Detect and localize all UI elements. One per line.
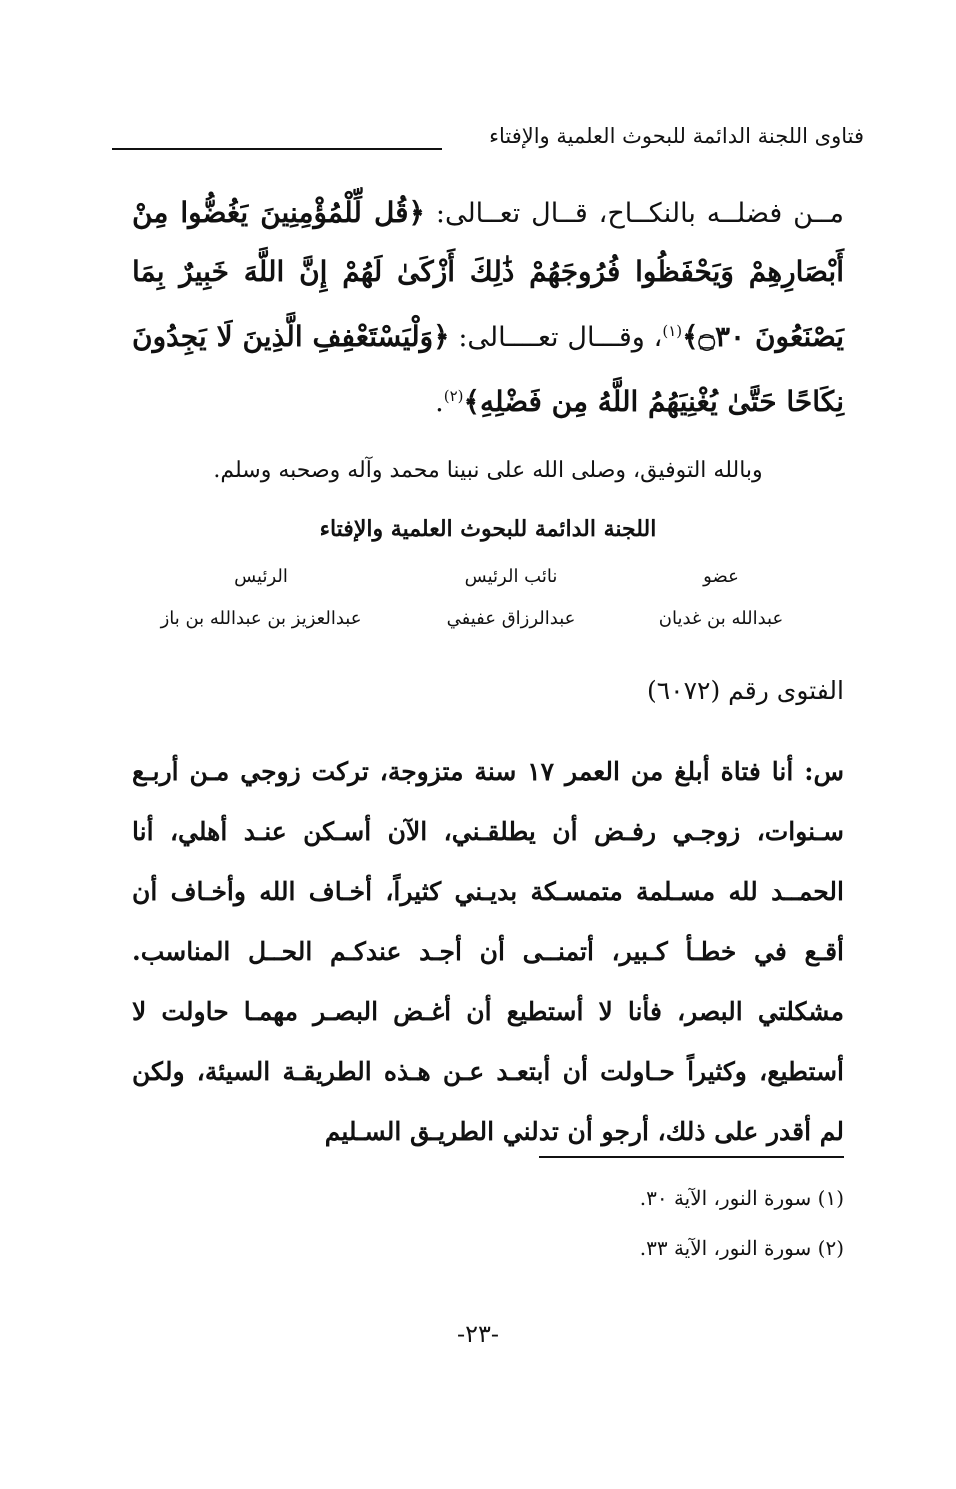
footnote-ref-2: (٢) <box>443 387 464 405</box>
footnote-1: (١) سورة النور، الآية ٣٠. <box>639 1186 844 1210</box>
ayah-1: ﴿قُل لِّلْمُؤْمِنِينَ يَغُضُّوا مِنْ أَبْصَارِهِمْ وَيَحْفَظُوا فُرُوجَهُمْ ذَٰلِكَ أَزْكَىٰ لَهُمْ إِنَّ اللَّهَ خَبِيرٌ بِمَا يَصْنَعُونَ ۝٣٠﴾ <box>132 196 845 353</box>
role-chairman: الرئيس <box>234 566 288 587</box>
quran-intro-2: ، وقـــال تعــــالى: <box>449 322 663 353</box>
footnote-2: (٢) سورة النور، الآية ٣٣. <box>639 1236 844 1260</box>
name-chairman: عبدالعزيز بن عبدالله بن باز <box>160 608 362 629</box>
signatory-roles <box>146 566 796 587</box>
committee-title: اللجنة الدائمة للبحوث العلمية والإفتاء <box>319 516 657 542</box>
header-rule <box>112 148 442 150</box>
role-vice-chairman: نائب الرئيس <box>464 566 558 587</box>
page-number: -٢٣- <box>457 1320 499 1348</box>
closing-statement: وبالله التوفيق، وصلى الله على نبينا محمد وآله وصحبه وسلم. <box>213 458 763 483</box>
name-member: عبدالله بن غديان <box>658 608 784 629</box>
fatwa-number: الفتوى رقم (٦٠٧٢) <box>646 676 844 705</box>
signatory-names <box>146 608 796 629</box>
quran-paragraph <box>132 184 844 432</box>
role-member: عضو <box>703 566 739 587</box>
running-header <box>112 118 864 158</box>
question-paragraph: س: أنا فتاة أبلغ من العمر ١٧ سنة متزوجة، تركت زوجي مـن أربـع سـنوات، زوجـي رفـض أن يطلقـني، الآن أسـكن عنـد أهلي، أنا الحمــد لله مسـلمة متمسـكة بديـني كثيراً، أخـاف الله وأخـاف أن أقـع في خطـأ كـبير، أتمنــى أن أجـد عندكـم الحــل المناسب. مشكلتي البصر، فأنا لا أستطيع أن أغـض البصـر مهمـا حاولت لا أستطيع، وكثيراً حـاولت أن أبتعـد عـن هـذه الطريقـة السيئة، ولكن لم أقدر على ذلك، أرجو أن تدلني الطريـق السـليم <box>132 757 844 1146</box>
ayah-2: ﴿وَلْيَسْتَعْفِفِ الَّذِينَ لَا يَجِدُونَ نِكَاحًا حَتَّىٰ يُغْنِيَهُمُ اللَّهُ مِن فَضْلِهِ﴾ <box>132 320 844 418</box>
running-title: فتاوى اللجنة الدائمة للبحوث العلمية والإفتاء <box>489 124 864 148</box>
quran-intro-1: مــن فضلــه بالنكــاح، قــال تعــالى: <box>424 198 844 229</box>
footnote-rule <box>539 1156 844 1158</box>
footnote-ref-1: (١) <box>662 322 683 340</box>
quran-end: . <box>435 387 444 418</box>
name-vice-chairman: عبدالرزاق عفيفي <box>446 608 576 629</box>
